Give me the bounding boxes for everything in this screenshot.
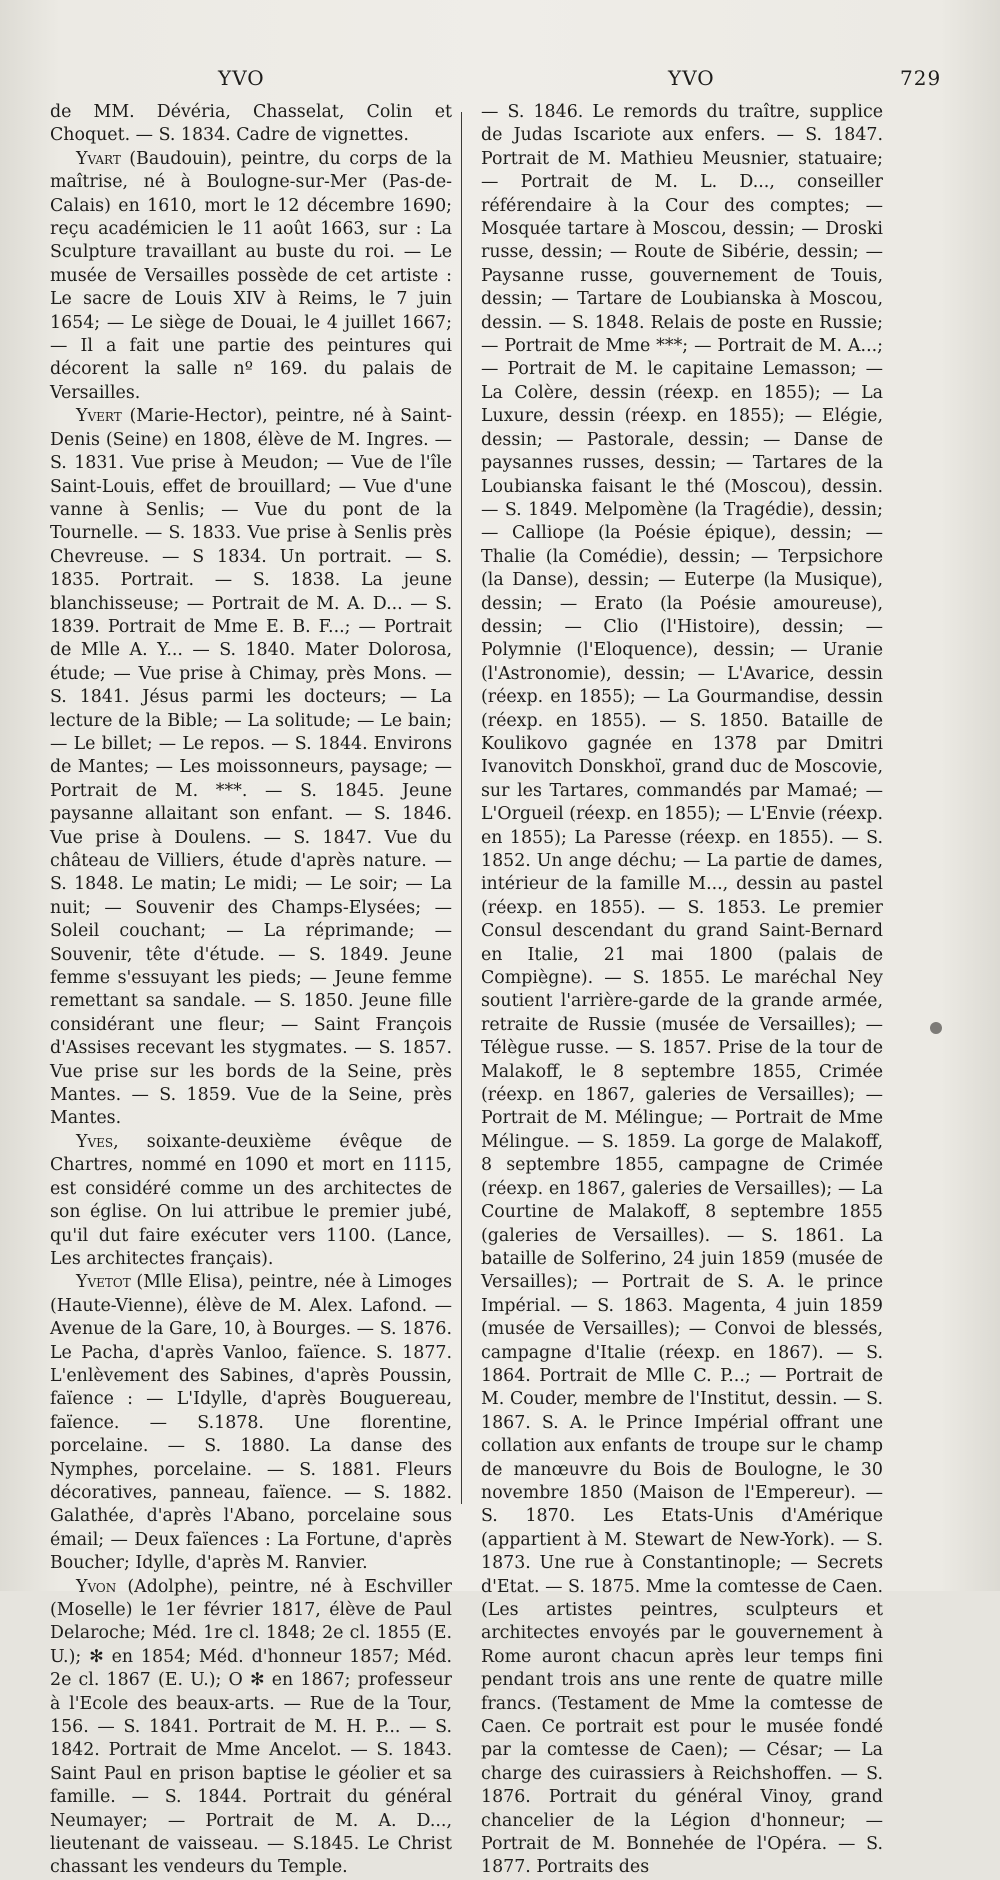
running-head-right: YVO <box>668 66 715 90</box>
column-divider <box>461 112 462 1504</box>
ink-spot <box>930 1022 942 1034</box>
entry-text: de MM. Dévéria, Chasselat, Colin et Choquet. — S. 1834. Cadre de vignettes. <box>50 102 452 146</box>
entry-text: (Marie-Hector), peintre, né à Saint-Denis (Seine) en 1808, élève de M. Ingres. — S. 1831. Vue prise à Meudon; — Vue de l'île Saint-Louis, effet de brouillard; — Vue d'une vanne à Senlis; — Vue du pont de la Tournelle. — S. 1833. Vue prise à Senlis près Chevreuse. — S 1834. Un portrait. — S. 1835. Portrait. — S. 1838. La jeune blanchisseuse; — Portrait de M. A. D... — S. 1839. Portrait de Mme E. B. F...; — Portrait de Mlle A. Y... — S. 1840. Mater Dolorosa, étude; — Vue prise à Chimay, près Mons. — S. 1841. Jésus parmi les docteurs; — La lecture de la Bible; — La solitude; — Le bain; — Le billet; — Le repos. — S. 1844. Environs de Mantes; — Les moissonneurs, paysage; — Portrait de M. ***. — S. 1845. Jeune paysanne allaitant son enfant. — S. 1846. Vue prise à Doulens. — S. 1847. Vue du château de Villiers, étude d'après nature. — S. 1848. Le matin; Le midi; — Le soir; — La nuit; — Souvenir des Champs-Elysées; — Soleil couchant; — La réprimande; — Souvenir, tête d'étude. — S. 1849. Jeune femme s'essuyant les pieds; — Jeune femme remettant sa sandale. — S. 1850. Jeune fille considérant une fleur; — Saint François d'Assises recevant les stygmates. — S. 1857. Vue prise sur les bords de la Seine, près Mantes. — S. 1859. Vue de la Seine, près Mantes. <box>50 406 452 1129</box>
entry-text: , soixante-deuxième évêque de Chartres, nommé en 1090 et mort en 1115, est considéré comme un des architectes de son église. On lui attribue le premier jubé, qu'il dut faire exécuter vers 1100. (Lance, Les architectes français). <box>50 1131 452 1269</box>
entry-yvetot <box>50 1271 452 1575</box>
entry-text: (Baudouin), peintre, du corps de la maîtrise, né à Boulogne-sur-Mer (Pas-de-Calais) en 1610, mort le 12 décembre 1690; reçu académicien le 11 août 1663, sur : La Sculpture travaillant au buste du roi. — Le musée de Versailles possède de cet artiste : Le sacre de Louis XIV à Reims, le 7 juin 1654; — Le siège de Douai, le 4 juillet 1667; — Il a fait une partie des peintures qui décorent la salle nº 169. du palais de Versailles. <box>50 148 452 403</box>
entry-text: — S. 1846. Le remords du traître, supplice de Judas Iscariote aux enfers. — S. 1847. Portrait de M. Mathieu Meusnier, statuaire; — Portrait de M. L. D..., conseiller référendaire à la Cour des comptes; — Mosquée tartare à Moscou, dessin; — Droski russe, dessin; — Route de Sibérie, dessin; — Paysanne russe, gouvernement de Touis, dessin; — Tartare de Loubianska à Moscou, dessin. — S. 1848. Relais de poste en Russie; — Portrait de Mme ***; — Portrait de M. A...; — Portrait de M. le capitaine Lemasson; — La Colère, dessin (réexp. en 1855); — La Luxure, dessin (réexp. en 1855); — Elégie, dessin; — Pastorale, dessin; — Danse de paysannes russes, dessin; — Tartares de la Loubianska faisant le thé (Moscou), dessin. — S. 1849. Melpomène (la Tragédie), dessin; — Calliope (la Poésie épique), dessin; — Thalie (la Comédie), dessin; — Terpsichore (la Danse), dessin; — Euterpe (la Musique), dessin; — Erato (la Poésie amoureuse), dessin; — Clio (l'Histoire), dessin; — Polymnie (l'Eloquence), dessin; — Uranie (l'Astronomie), dessin; — L'Avarice, dessin (réexp. en 1855); — La Gourmandise, dessin (réexp. en 1855). — S. 1850. Bataille de Koulikovo gagnée en 1378 par Dmitri Ivanovitch Donskhoï, grand duc de Moscovie, sur les Tartares, commandés par Mamaé; — L'Orgueil (réexp. en 1855); — L'Envie (réexp. en 1855); La Paresse (réexp. en 1855). — S. 1852. Un ange déchu; — La partie de dames, intérieur de la famille M..., dessin au pastel (réexp. en 1855). — S. 1853. Le premier Consul descendant du grand Saint-Bernard en Italie, 21 mai 1800 (palais de Compiègne). — S. 1855. Le maréchal Ney soutient l'arrière-garde de la grande armée, retraite de Russie (musée de Versailles); — Télègue russe. — S. 1857. Prise de la tour de Malakoff, le 8 septembre 1855, Crimée (réexp. en 1867, galeries de Versailles); — Portrait de M. Mélingue; — Portrait de Mme Mélingue. — S. 1859. La gorge de Malakoff, 8 septembre 1855, campagne de Crimée (réexp. en 1867, galeries de Versailles); — La Courtine de Malakoff, 8 septembre 1855 (galeries de Versailles). — S. 1861. La bataille de Solferino, 24 juin 1859 (musée de Versailles); — Portrait de S. A. le prince Impérial. — S. 1863. Magenta, 4 juin 1859 (musée de Versailles); — Convoi de blessés, campagne d'Italie (réexp. en 1867). — S. 1864. Portrait de Mlle C. P...; — Portrait de M. Couder, membre de l'Institut, dessin. — S. 1867. S. A. le Prince Impérial offrant une collation aux enfants de troupe sur le champ de manœuvre du Bois de Boulogne, le 30 novembre 1850 (Maison de l'Empereur). — S. 1870. Les Etats-Unis d'Amérique (appartient à M. Stewart de New-York). — S. 1873. Une rue à Constantinople; — Secrets d'Etat. — S. 1875. Mme la comtesse de Caen. (Les artistes peintres, sculpteurs et architectes envoyés par le gouvernement à Rome auront chacun après leur temps fini pendant trois ans une rente de quatre mille francs. (Testament de Mme la comtesse de Caen. Ce portrait est pour le musée fondé par la comtesse de Caen); — César; — La charge des cuirassiers à Reichshoffen. — S. 1876. Portrait du général Vinoy, grand chancelier de la Légion d'honneur; — Portrait de M. Bonnehée de l'Opéra. — S. 1877. Portraits des <box>481 102 883 1878</box>
entry-name: Yvart <box>76 148 121 169</box>
entry-name: Yvert <box>76 406 122 427</box>
entry-name: Yvetot <box>76 1272 131 1293</box>
running-header <box>0 66 1000 96</box>
entry-yvert <box>50 405 452 1131</box>
page-number: 729 <box>900 66 942 90</box>
right-column <box>481 101 883 1880</box>
entry-yvon <box>50 1576 452 1880</box>
left-column <box>50 101 452 1880</box>
entry-yves <box>50 1131 452 1271</box>
entry-yvart <box>50 148 452 405</box>
entry-text: (Adolphe), peintre, né à Eschviller (Moselle) le 1er février 1817, élève de Paul Delaroche; Méd. 1re cl. 1848; 2e cl. 1855 (E. U.); ✻ en 1854; Méd. d'honneur 1857; Méd. 2e cl. 1867 (E. U.); O ✻ en 1867; professeur à l'Ecole des beaux-arts. — Rue de la Tour, 156. — S. 1841. Portrait de M. H. P... — S. 1842. Portrait de Mme Ancelot. — S. 1843. Saint Paul en prison baptise le géolier et sa famille. — S. 1844. Portrait du général Neumayer; — Portrait de M. A. D..., lieutenant de vaisseau. — S.1845. Le Christ chassant les vendeurs du Temple. <box>50 1576 452 1878</box>
entry-continuation <box>50 101 452 148</box>
entry-yvon-continued <box>481 101 883 1880</box>
entry-name: Yvon <box>76 1576 117 1597</box>
entry-name: Yves <box>76 1131 114 1152</box>
entry-text: (Mlle Elisa), peintre, née à Limoges (Haute-Vienne), élève de M. Alex. Lafond. — Avenue de la Gare, 10, à Bourges. — S. 1876. Le Pacha, d'après Vanloo, faïence. S. 1877. L'enlèvement des Sabines, d'après Poussin, faïence : — L'Idylle, d'après Bouguereau, faïence. — S.1878. Une florentine, porcelaine. — S. 1880. La danse des Nymphes, porcelaine. — S. 1881. Fleurs décoratives, panneau, faïence. — S. 1882. Galathée, d'après l'Abano, porcelaine sous émail; — Deux faïences : La Fortune, d'après Boucher; Idylle, d'après M. Ranvier. <box>50 1272 452 1574</box>
running-head-left: YVO <box>218 66 265 90</box>
